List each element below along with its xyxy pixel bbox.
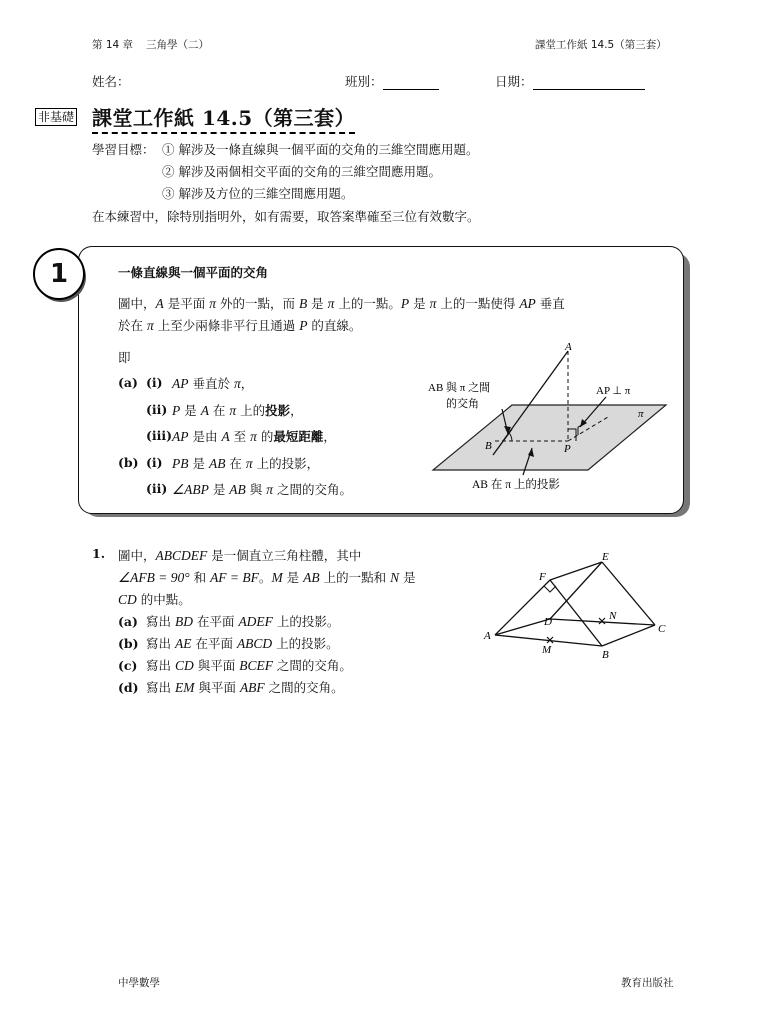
question-line3: CD 的中點。 (118, 592, 191, 607)
label-n: N (609, 610, 617, 622)
label-e: E (602, 551, 609, 563)
part-a-iii-num: (iii) (146, 428, 173, 443)
question-part-a: (a) 寫出 BD 在平面 ADEF 上的投影。 (118, 614, 340, 629)
class-label: 班別： (345, 74, 383, 89)
right-angle-f (544, 586, 556, 592)
edge-bc (602, 625, 655, 646)
part-b-i-num: (i) (146, 455, 163, 470)
prism-diagram (480, 548, 680, 666)
concept-intro-line2: 於在 π 上至少兩條非平行且通過 P 的直線。 (118, 318, 362, 333)
concept-heading: 一條直線與一個平面的交角 (118, 265, 269, 280)
question-part-b: (b) 寫出 AE 在平面 ABCD 上的投影。 (118, 636, 339, 651)
class-field[interactable] (345, 72, 439, 90)
angle-label-line1: AB 與 π 之間 (428, 382, 491, 394)
date-field[interactable] (495, 72, 645, 90)
date-blank[interactable] (533, 75, 645, 90)
label-m: M (542, 644, 552, 656)
question-part-c: (c) 寫出 CD 與平面 BCEF 之間的交角。 (118, 658, 352, 673)
concept-intro-line1: 圖中，A 是平面 π 外的一點，而 B 是 π 上的一點。P 是 π 上的一點使得 AP 垂直 (118, 296, 565, 311)
mark-n (599, 618, 605, 624)
objective-2: ② 解涉及兩個相交平面的交角的三維空間應用題。 (162, 164, 441, 179)
diagram-label-b: B (485, 440, 492, 452)
objectives-label: 學習目標： (92, 142, 155, 157)
label-b: B (602, 649, 609, 661)
angle-label-line2: 的交角 (446, 398, 479, 410)
part-b-label: (b) (118, 455, 139, 470)
question-number: 1. (92, 546, 106, 561)
question-line2: ∠AFB = 90° 和 AF = BF。M 是 AB 上的一點和 N 是 (118, 570, 416, 585)
worksheet-title: 課堂工作紙 14.5（第三套） (92, 102, 355, 134)
projection-label: AB 在 π 上的投影 (472, 479, 560, 491)
class-blank[interactable] (383, 75, 439, 90)
name-field[interactable] (92, 72, 130, 90)
perp-label: AP ⊥ π (596, 385, 631, 397)
worksheet-header-right: 課堂工作紙 14.5（第三套） (535, 39, 667, 51)
non-foundation-tag: 非基礎 (35, 108, 77, 126)
chapter-number: 第 14 章 (92, 39, 134, 51)
label-d: D (544, 616, 552, 628)
question-line1: 圖中，ABCDEF 是一個直立三角柱體，其中 (118, 548, 362, 563)
section-number-badge: 1 (33, 248, 85, 300)
footer-left: 中學數學 (118, 977, 160, 989)
diagram-label-a: A (565, 341, 572, 353)
question-part-d: (d) 寫出 EM 與平面 ABF 之間的交角。 (118, 680, 344, 695)
objective-3: ③ 解涉及方位的三維空間應用題。 (162, 186, 354, 201)
accuracy-note: 在本練習中，除特別指明外，如有需要，取答案準確至三位有效數字。 (92, 209, 480, 224)
label-f: F (539, 571, 546, 583)
chapter-title: 三角學（二） (146, 39, 209, 51)
footer-right: 教育出版社 (621, 977, 674, 989)
part-b-i-text: PB 是 AB 在 π 上的投影， (172, 456, 320, 471)
part-a-i-text: AP 垂直於 π， (172, 376, 254, 391)
diagram-label-pi: π (638, 408, 644, 420)
plane-pi (433, 405, 666, 470)
concept-ji: 即 (118, 350, 131, 365)
part-b-ii-num: (ii) (146, 481, 168, 496)
part-a-ii-text: P 是 A 在 π 上的投影， (172, 403, 303, 418)
part-a-ii-num: (ii) (146, 402, 168, 417)
part-a-i-num: (i) (146, 375, 163, 390)
label-c: C (658, 623, 666, 635)
diagram-label-p: P (564, 443, 571, 455)
label-a: A (484, 630, 491, 642)
date-label: 日期： (495, 74, 533, 89)
line-plane-diagram (420, 335, 680, 505)
objective-1: ① 解涉及一條直線與一個平面的交角的三維空間應用題。 (162, 142, 479, 157)
part-b-ii-text: ∠ABP 是 AB 與 π 之間的交角。 (172, 482, 352, 497)
part-a-iii-text: AP 是由 A 至 π 的最短距離， (172, 429, 336, 444)
name-label: 姓名： (92, 74, 130, 89)
part-a-label: (a) (118, 375, 138, 390)
